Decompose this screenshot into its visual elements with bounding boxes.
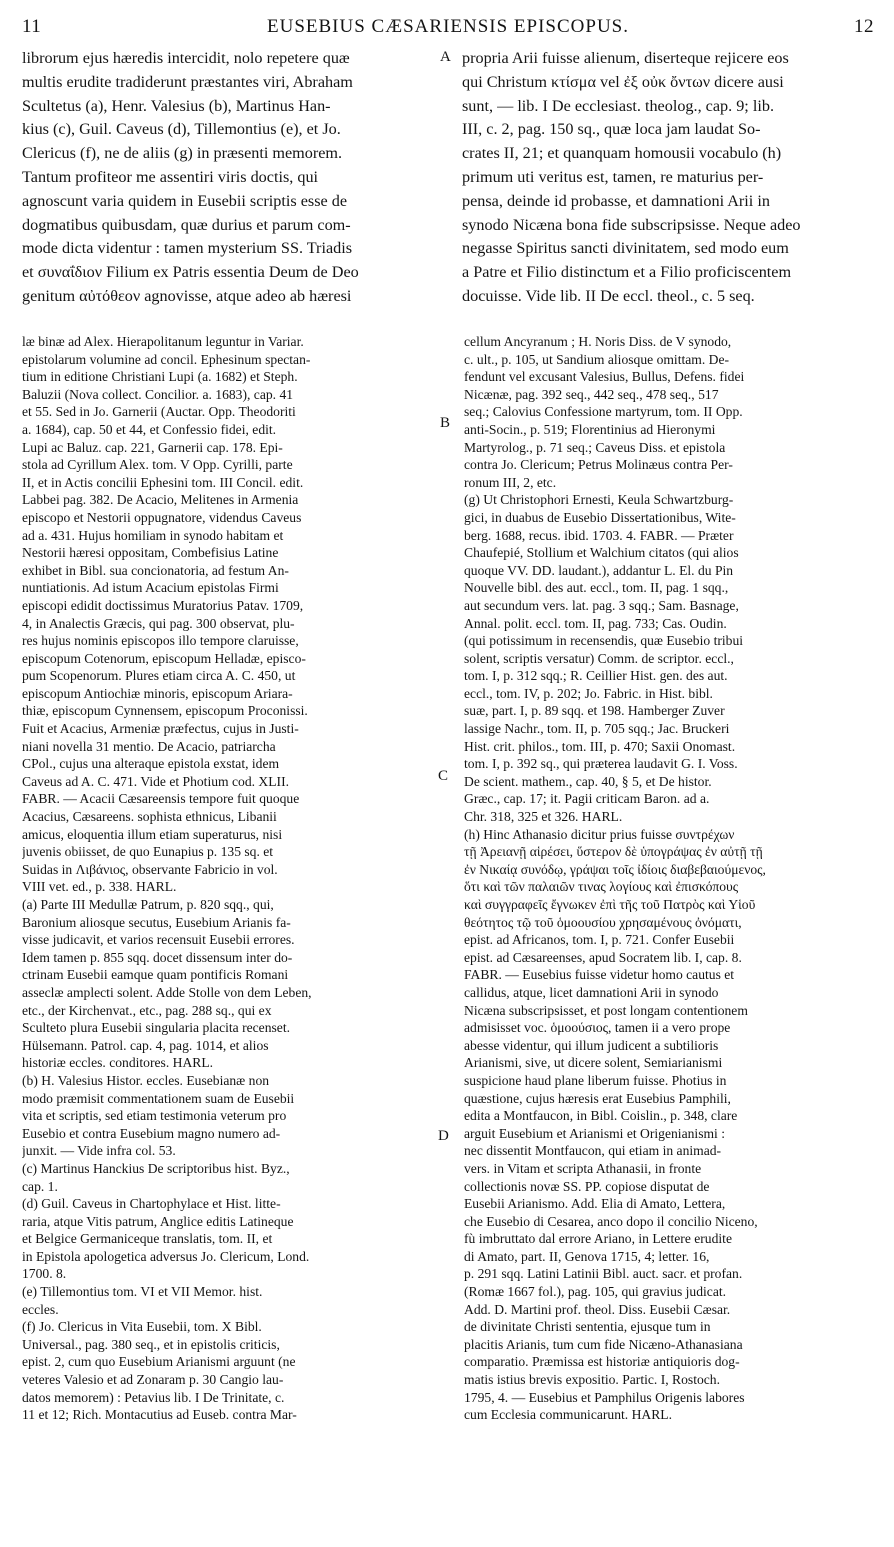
footnote-line: FABR. — Eusebius fuisse videtur homo cautus et (464, 967, 735, 983)
main-text-right-column (462, 47, 878, 309)
footnote-line: (a) Parte III Medullæ Patrum, p. 820 sqq., qui, (22, 897, 274, 912)
footnote-line: gici, in duabus de Eusebio Dissertationibus, Wite- (464, 509, 736, 525)
footnote-line: II, et in Actis concilii Ephesini tom. III Concil. edit. (22, 474, 304, 490)
footnote-line: epist. 2, cum quo Eusebium Arianismi arguunt (ne (22, 1354, 296, 1370)
footnote-line: c. ult., p. 105, ut Sandium aliosque omittam. De- (464, 351, 730, 367)
footnote-line: Suidas in Λιβάνιος, observante Fabricio in vol. (22, 861, 278, 877)
footnote-line: (e) Tillemontius tom. VI et VII Memor. hist. (22, 1284, 263, 1300)
footnote-line: cum Ecclesia communicarunt. HARL. (464, 1407, 672, 1423)
text-line: negasse Spiritus sancti divinitatem, sed modo eum (462, 239, 789, 258)
footnote-line: nec dissentit Montfaucon, qui etiam in animad- (464, 1143, 722, 1159)
text-line: agnoscunt varia quidem in Eusebii scriptis esse de (22, 191, 348, 210)
footnote-line: Arianismi, sive, ut dicere solent, Semiarianismi (464, 1055, 723, 1071)
footnote-line: modo præmisit commentationem suam de Eusebii (22, 1090, 295, 1106)
footnote-line: Nicæna subscripsisset, et post longam contentionem (464, 1002, 748, 1018)
text-line: a Patre et Filio distinctum et a Filio proficiscentem (462, 263, 792, 282)
margin-marker-d: D (438, 1128, 449, 1144)
footnote-line: fù imbruttato dal errore Ariano, in Lettere erudite (464, 1231, 732, 1247)
footnote-line: a. 1684), cap. 50 et 44, et Confessio fidei, edit. (22, 421, 277, 437)
footnote-line: tium in editione Christiani Lupi (a. 1682) et Steph. (22, 369, 298, 385)
footnotes-right-column (464, 333, 884, 1424)
footnote-line: ctrinam Eusebii eamque quam pontificis Romani (22, 967, 289, 983)
footnote-line: CPol., cujus una alteraque epistola exstat, idem (22, 756, 280, 772)
footnote-line: (d) Guil. Caveus in Chartophylace et Hist. litte- (22, 1196, 281, 1212)
footnote-line: Chr. 318, 325 et 326. HARL. (464, 809, 623, 825)
footnote-line: lassige Nachr., tom. II, p. 705 sqq.; Jac. Bruckeri (464, 721, 730, 737)
footnote-line: tom. I, p. 392 sq., qui præterea laudavit G. I. Voss. (464, 756, 738, 772)
footnote-line: epist. ad Cæsareenses, apud Socratem lib. I, cap. 8. (464, 949, 742, 965)
footnote-line: et 55. Sed in Jo. Garnerii (Auctar. Opp. Theodoriti (22, 404, 296, 420)
footnote-line: VIII vet. ed., p. 338. HARL. (22, 879, 177, 895)
footnote-line: (qui potissimum in recensendis, quæ Eusebio tribui (464, 633, 744, 649)
footnote-line: collectionis novæ SS. PP. copiose disputat de (464, 1178, 710, 1194)
text-line: Tantum profiteor me assentiri viris doctis, qui (22, 167, 319, 186)
running-title: EUSEBIUS CÆSARIENSIS EPISCOPUS. (267, 16, 629, 37)
footnote-line: exhibet in Bibl. sua concionatoria, ad festum An- (22, 562, 289, 578)
footnote-line: visse judicavit, et varios recensuit Eusebii errores. (22, 932, 295, 948)
footnote-line: Idem tamen p. 855 sqq. docet dissensum inter do- (22, 949, 293, 965)
footnote-line: quoque VV. DD. laudant.), addantur L. El. du Pin (464, 562, 734, 578)
footnote-line: De scient. mathem., cap. 40, § 5, et De histor. (464, 773, 712, 789)
text-line: et συναΐδιον Filium ex Patris essentia Deum de Deo (22, 263, 359, 282)
footnote-line: (f) Jo. Clericus in Vita Eusebii, tom. X Bibl. (22, 1319, 262, 1335)
margin-marker-a: A (440, 49, 451, 65)
footnote-line: Hist. crit. philos., tom. III, p. 470; Saxii Onomast. (464, 738, 736, 754)
footnote-line: berg. 1688, recus. ibid. 1703. 4. FABR. — Præter (464, 527, 734, 543)
footnote-line: Caveus ad A. C. 471. Vide et Photium cod. XLII. (22, 773, 290, 789)
footnote-line: arguit Eusebium et Arianismi et Origenianismi : (464, 1125, 726, 1141)
footnote-line: tom. I, p. 312 sqq.; R. Ceillier Hist. gen. des aut. (464, 668, 728, 684)
footnote-line: stola ad Cyrillum Alex. tom. V Opp. Cyrilli, parte (22, 457, 293, 473)
footnote-line: 1795, 4. — Eusebius et Pamphilus Origenis labores (464, 1389, 745, 1405)
footnote-line: læ binæ ad Alex. Hierapolitanum leguntur in Variar. (22, 334, 304, 349)
footnote-line: suspicione haud plane liberum fuisse. Photius in (464, 1072, 727, 1088)
footnote-line: abesse videntur, qui illum judicent a subtilioris (464, 1037, 719, 1053)
footnote-line: de divinitate Christi sententia, ejusque tum in (464, 1319, 711, 1335)
footnote-line: Add. D. Martini prof. theol. Diss. Eusebii Cæsar. (464, 1301, 731, 1317)
footnote-line: che Eusebio di Cesarea, anco dopo il concilio Niceno, (464, 1213, 758, 1229)
footnote-line: Sculteto plura Eusebii singularia placita recenset. (22, 1020, 291, 1036)
footnote-line: Hülsemann. Patrol. cap. 4, pag. 1014, et alios (22, 1037, 269, 1053)
text-line: mode dicta videntur : tamen mysterium SS. Triadis (22, 239, 353, 258)
footnote-line: matis istius brevis expositio. Partic. I, Rostoch. (464, 1372, 720, 1388)
footnote-line: suæ, part. I, p. 89 sqq. et 198. Hamberger Zuver (464, 703, 725, 719)
text-line: dogmatibus quibusdam, quæ durius et parum com- (22, 215, 351, 234)
running-header (22, 12, 874, 40)
footnote-line: eccles. (22, 1301, 59, 1317)
footnote-line: Universal., pag. 380 seq., et in epistolis criticis, (22, 1336, 280, 1352)
text-line: genitum αὐτόθεον agnovisse, atque adeo ab hæresi (22, 286, 352, 305)
text-line: Clericus (f), ne de aliis (g) in præsenti memorem. (22, 144, 343, 163)
footnote-line: veteres Valesio et ad Zonaram p. 30 Cangio lau- (22, 1372, 284, 1388)
footnote-line: in Epistola apologetica adversus Jo. Clericum, Lond. (22, 1248, 310, 1264)
footnote-line: Labbei pag. 382. De Acacio, Melitenes in Armenia (22, 492, 299, 508)
main-text (22, 47, 874, 315)
footnote-line: asseclæ amplecti solent. Adde Stolle von dem Leben, (22, 984, 312, 1000)
footnote-line: καὶ συγγραφεῖς ἔγνωκεν ἐπὶ τῆς τοῦ Πατρὸς καὶ Υἱοῦ (464, 897, 756, 912)
footnote-line: niani novella 31 mentio. De Acacio, patriarcha (22, 738, 276, 754)
footnote-line: epistolarum volumine ad concil. Ephesinum spectan- (22, 351, 311, 367)
footnote-line: amicus, eloquentia illum etiam superaturus, nisi (22, 826, 283, 842)
page-number-right: 12 (854, 16, 874, 37)
footnote-line: FABR. — Acacii Cæsareensis tempore fuit quoque (22, 791, 300, 807)
footnote-line: res hujus nominis episcopos illo tempore claruisse, (22, 633, 299, 649)
footnote-line: aut secundum vers. lat. pag. 3 sqq.; Sam. Basnage, (464, 597, 739, 613)
footnote-line: (h) Hinc Athanasio dicitur prius fuisse συντρέχων (464, 826, 735, 842)
footnote-line: etc., der Kirchenvat., etc., pag. 288 sq., qui ex (22, 1002, 272, 1018)
text-line: pensa, deinde id probasse, et damnationi Arii in (462, 191, 770, 210)
footnote-line: junxit. — Vide infra col. 53. (22, 1143, 176, 1159)
footnote-line: τῇ Ἀρειανῇ αἱρέσει, ὕστερον δὲ ὑπογράψας ἐν αὐτῇ τῇ (464, 844, 763, 860)
main-text-left-column (22, 47, 438, 309)
footnote-line: thiæ, episcopum Cynnensem, episcopum Proconissi. (22, 703, 308, 719)
footnote-line: ἐν Νικαίᾳ συνόδῳ, γράψαι τοῖς ἰδίοις διαβεβαιούμενος, (464, 861, 766, 877)
footnote-line: Græc., cap. 17; it. Pagii criticam Baron. ad a. (464, 791, 710, 807)
footnote-line: Baronium aliosque secutus, Eusebium Arianis fa- (22, 914, 291, 930)
footnote-line: 4, in Analectis Græcis, qui pag. 300 observat, plu- (22, 615, 295, 631)
page-number-left: 11 (22, 16, 42, 37)
footnote-line: placitis Arianis, tum cum fide Nicæno-Athanasiana (464, 1336, 743, 1352)
footnote-line: θεότητος τῷ τοῦ ὁμοουσίου χρησαμένους ὀνόματι, (464, 914, 742, 930)
footnote-line: seq.; Calovius Confessione martyrum, tom. II Opp. (464, 404, 743, 420)
text-line: docuisse. Vide lib. II De eccl. theol., c. 5 seq. (462, 286, 755, 305)
footnote-line: Fuit et Acacius, Armeniæ præfectus, cujus in Justi- (22, 721, 299, 737)
footnote-line: anti-Socin., p. 519; Florentinius ad Hieronymi (464, 421, 716, 437)
text-line: primum uti veritus est, tamen, re maturius per- (462, 167, 764, 186)
text-line: sunt, — lib. I De ecclesiast. theolog., cap. 9; lib. (462, 96, 774, 115)
text-line: crates II, 21; et quanquam homousii vocabulo (h) (462, 144, 782, 163)
footnote-line: contra Jo. Clericum; Petrus Molinæus contra Per- (464, 457, 733, 473)
text-line: synodo Nicæna bona fide subscripsisse. Neque adeo (462, 215, 801, 234)
footnote-line: Eusebii Arianismo. Add. Elia di Amato, Lettera, (464, 1196, 726, 1212)
footnote-line: Martyrolog., p. 71 seq.; Caveus Diss. et epistola (464, 439, 726, 455)
footnote-line: episcopi edidit doctissimus Muratorius Patav. 1709, (22, 597, 304, 613)
footnote-line: ὅτι καὶ τῶν παλαιῶν τινας λογίους καὶ ἐπισκόπους (464, 879, 739, 895)
footnote-line: di Amato, part. II, Genova 1715, 4; letter. 16, (464, 1248, 710, 1264)
footnote-line: quæstione, cujus hæresis erat Eusebius Pamphili, (464, 1090, 731, 1106)
footnote-line: eccl., tom. IV, p. 202; Jo. Fabric. in Hist. bibl. (464, 685, 713, 701)
footnote-line: Eusebio et contra Eusebium magno numero ad- (22, 1125, 281, 1141)
footnote-line: Chaufepié, Stollium et Walchium citatos (qui alios (464, 545, 739, 561)
footnote-line: (c) Martinus Hanckius De scriptoribus hist. Byz., (22, 1160, 290, 1176)
footnote-line: nuntiationis. Ad istum Acacium epistolas Firmi (22, 580, 279, 596)
footnote-line: juvenis obiisset, de quo Eunapius p. 135 sq. et (22, 844, 274, 860)
footnote-line: (Romæ 1667 fol.), pag. 105, qui gravius judicat. (464, 1284, 727, 1300)
footnote-line: (g) Ut Christophori Ernesti, Keula Schwartzburg- (464, 492, 734, 508)
text-line: propria Arii fuisse alienum, diserteque rejicere eos (462, 49, 789, 67)
footnote-line: datos memorem) : Petavius lib. I De Trinitate, c. (22, 1389, 285, 1405)
footnote-line: Nestorii hæresi oppositam, Combefisius Latine (22, 545, 279, 561)
text-line: Scultetus (a), Henr. Valesius (b), Martinus Han- (22, 96, 331, 115)
footnote-line: Acacius, Cæsareens. sophista ethnicus, Libanii (22, 809, 277, 825)
footnote-line: callidus, atque, licet damnationi Arii in synodo (464, 984, 719, 1000)
footnote-line: fendunt vel excusant Valesius, Bullus, Defens. fidei (464, 369, 745, 385)
footnote-line: et Belgice Germaniceque translatis, tom. II, et (22, 1231, 273, 1247)
footnote-line: Nouvelle bibl. des aut. eccl., tom. II, pag. 1 sqq., (464, 580, 729, 596)
footnote-line: episcopo et Nestorii oppugnatore, videndus Caveus (22, 509, 302, 525)
footnote-line: admisisset voc. ὁμοούσιος, tamen ii a vero prope (464, 1020, 731, 1036)
footnote-line: pum Scopenorum. Plures etiam circa A. C. 450, ut (22, 668, 296, 684)
footnote-line: Lupi ac Baluz. cap. 221, Garnerii cap. 178. Epi- (22, 439, 283, 455)
footnote-line: ronum III, 2, etc. (464, 474, 557, 490)
margin-marker-c: C (438, 768, 449, 784)
footnote-line: edita a Montfaucon, in Bibl. Coislin., p. 348, clare (464, 1108, 738, 1124)
footnote-line: epist. ad Africanos, tom. I, p. 721. Confer Eusebii (464, 932, 735, 948)
text-line: kius (c), Guil. Caveus (d), Tillemontius (e), et Jo. (22, 120, 341, 139)
footnote-line: Annal. polit. eccl. tom. II, pag. 733; Cas. Oudin. (464, 615, 727, 631)
footnote-line: solent, scriptis versatur) Comm. de scriptor. eccl., (464, 650, 734, 666)
footnote-line: p. 291 sqq. Latini Latinii Bibl. auct. sacr. et profan. (464, 1266, 743, 1282)
footnote-line: cap. 1. (22, 1178, 58, 1194)
footnote-line: historiæ eccles. conditores. HARL. (22, 1055, 214, 1071)
footnote-line: comparatio. Præmissa est historiæ antiquioris dog- (464, 1354, 740, 1370)
margin-marker-b: B (440, 415, 451, 431)
footnote-line: episcopum Cotenorum, episcopum Helladæ, episco- (22, 650, 306, 666)
footnote-line: Nicænæ, pag. 392 seq., 442 seq., 478 seq., 517 (464, 386, 719, 402)
footnote-line: Baluzii (Nova collect. Concilior. a. 1683), cap. 41 (22, 386, 294, 402)
footnote-line: 1700. 8. (22, 1266, 67, 1282)
text-line: III, c. 2, pag. 150 sq., quæ loca jam laudat So- (462, 120, 761, 139)
footnote-line: (b) H. Valesius Histor. eccles. Eusebianæ non (22, 1072, 270, 1088)
text-line: librorum ejus hæredis intercidit, nolo repetere quæ (22, 49, 350, 67)
footnote-line: 11 et 12; Rich. Montacutius ad Euseb. contra Mar- (22, 1407, 297, 1423)
footnotes-left-column (22, 333, 442, 1424)
footnote-line: cellum Ancyranum ; H. Noris Diss. de V synodo, (464, 334, 732, 349)
footnotes (22, 333, 874, 1533)
footnote-line: ad a. 431. Hujus homiliam in synodo habitam et (22, 527, 284, 543)
footnote-line: vers. in Vitam et scripta Athanasii, in fronte (464, 1160, 702, 1176)
text-line: multis erudite tradiderunt præstantes viri, Abraham (22, 72, 353, 91)
footnote-line: raria, atque Vitis patrum, Anglice editis Latineque (22, 1213, 294, 1229)
text-line: qui Christum κτίσμα vel ἐξ οὐκ ὄντων dicere ausi (462, 72, 784, 91)
footnote-line: episcopum Antiochiæ minoris, episcopum Ariara- (22, 685, 293, 701)
footnote-line: vita et scriptis, sed etiam testimonia veterum pro (22, 1108, 287, 1124)
